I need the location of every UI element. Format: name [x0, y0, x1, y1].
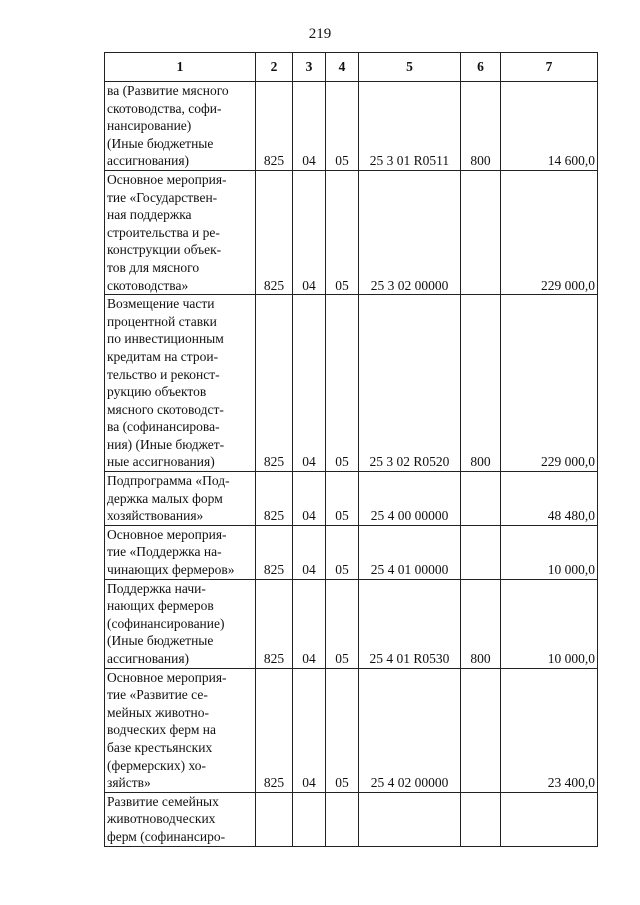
row-code-section: 04: [293, 82, 326, 171]
row-code-subsection: 05: [326, 525, 359, 579]
row-target-article: 25 4 01 00000: [359, 525, 461, 579]
row-target-article: [359, 792, 461, 846]
row-amount: 229 000,0: [501, 170, 598, 294]
row-description: Поддержка начи- нающих фермеров (софинансирование) (Иные бюджетные ассигнования): [105, 579, 256, 668]
row-description: Возмещение части процентной ставки по инвестиционным кредитам на строи- тельство и реконст- рукцию объектов мясного скотоводст- ва (софинансирова- ния) (Иные бюджет- ные ассигнования): [105, 295, 256, 472]
row-code-ministry: [256, 792, 293, 846]
table-header-row: [105, 53, 598, 82]
row-code-ministry: 825: [256, 525, 293, 579]
row-code-section: 04: [293, 579, 326, 668]
row-description: Основное мероприя- тие «Государствен- ная поддержка строительства и ре- конструкции объек- тов для мясного скотоводства»: [105, 170, 256, 294]
row-code-ministry: 825: [256, 82, 293, 171]
row-code-subsection: 05: [326, 579, 359, 668]
row-code-section: 04: [293, 170, 326, 294]
row-target-article: 25 4 00 00000: [359, 472, 461, 526]
row-expense-type: [461, 472, 501, 526]
header-col-3: 3: [293, 53, 326, 82]
table-row: [105, 82, 598, 171]
table-row: [105, 472, 598, 526]
row-code-subsection: 05: [326, 668, 359, 792]
table-row: [105, 792, 598, 846]
row-expense-type: [461, 525, 501, 579]
table-row: [105, 525, 598, 579]
row-code-ministry: 825: [256, 668, 293, 792]
row-code-subsection: 05: [326, 82, 359, 171]
row-expense-type: [461, 170, 501, 294]
row-target-article: 25 3 02 00000: [359, 170, 461, 294]
row-description: Подпрограмма «Под- держка малых форм хозяйствования»: [105, 472, 256, 526]
header-col-6: 6: [461, 53, 501, 82]
row-amount: 48 480,0: [501, 472, 598, 526]
row-code-ministry: 825: [256, 579, 293, 668]
row-amount: 10 000,0: [501, 525, 598, 579]
page-number: 219: [308, 26, 332, 42]
row-target-article: 25 4 02 00000: [359, 668, 461, 792]
row-code-ministry: 825: [256, 170, 293, 294]
header-col-4: 4: [326, 53, 359, 82]
row-amount: 229 000,0: [501, 295, 598, 472]
row-expense-type: 800: [461, 82, 501, 171]
row-amount: 10 000,0: [501, 579, 598, 668]
budget-table: [104, 52, 598, 847]
row-amount: [501, 792, 598, 846]
row-target-article: 25 3 02 R0520: [359, 295, 461, 472]
header-col-7: 7: [501, 53, 598, 82]
table-row: [105, 579, 598, 668]
row-description: Основное мероприя- тие «Развитие се- мейных животно- водческих ферм на базе крестьянских (фермерских) хо- зяйств»: [105, 668, 256, 792]
row-expense-type: 800: [461, 295, 501, 472]
row-description: Развитие семейных животноводческих ферм (софинансиро-: [105, 792, 256, 846]
row-code-section: 04: [293, 472, 326, 526]
row-code-ministry: 825: [256, 295, 293, 472]
header-col-5: 5: [359, 53, 461, 82]
row-target-article: 25 3 01 R0511: [359, 82, 461, 171]
table-row: [105, 170, 598, 294]
row-code-subsection: 05: [326, 472, 359, 526]
row-expense-type: [461, 792, 501, 846]
row-code-subsection: 05: [326, 295, 359, 472]
table-row: [105, 668, 598, 792]
row-target-article: 25 4 01 R0530: [359, 579, 461, 668]
row-description: Основное мероприя- тие «Поддержка на- чинающих фермеров»: [105, 525, 256, 579]
row-code-ministry: 825: [256, 472, 293, 526]
row-amount: 14 600,0: [501, 82, 598, 171]
row-expense-type: 800: [461, 579, 501, 668]
row-code-section: 04: [293, 668, 326, 792]
row-code-section: [293, 792, 326, 846]
header-col-1: 1: [105, 53, 256, 82]
row-code-section: 04: [293, 295, 326, 472]
row-description: ва (Развитие мясного скотоводства, софи- нансирование) (Иные бюджетные ассигнования): [105, 82, 256, 171]
table-row: [105, 295, 598, 472]
row-code-section: 04: [293, 525, 326, 579]
row-code-subsection: [326, 792, 359, 846]
row-amount: 23 400,0: [501, 668, 598, 792]
header-col-2: 2: [256, 53, 293, 82]
row-code-subsection: 05: [326, 170, 359, 294]
row-expense-type: [461, 668, 501, 792]
